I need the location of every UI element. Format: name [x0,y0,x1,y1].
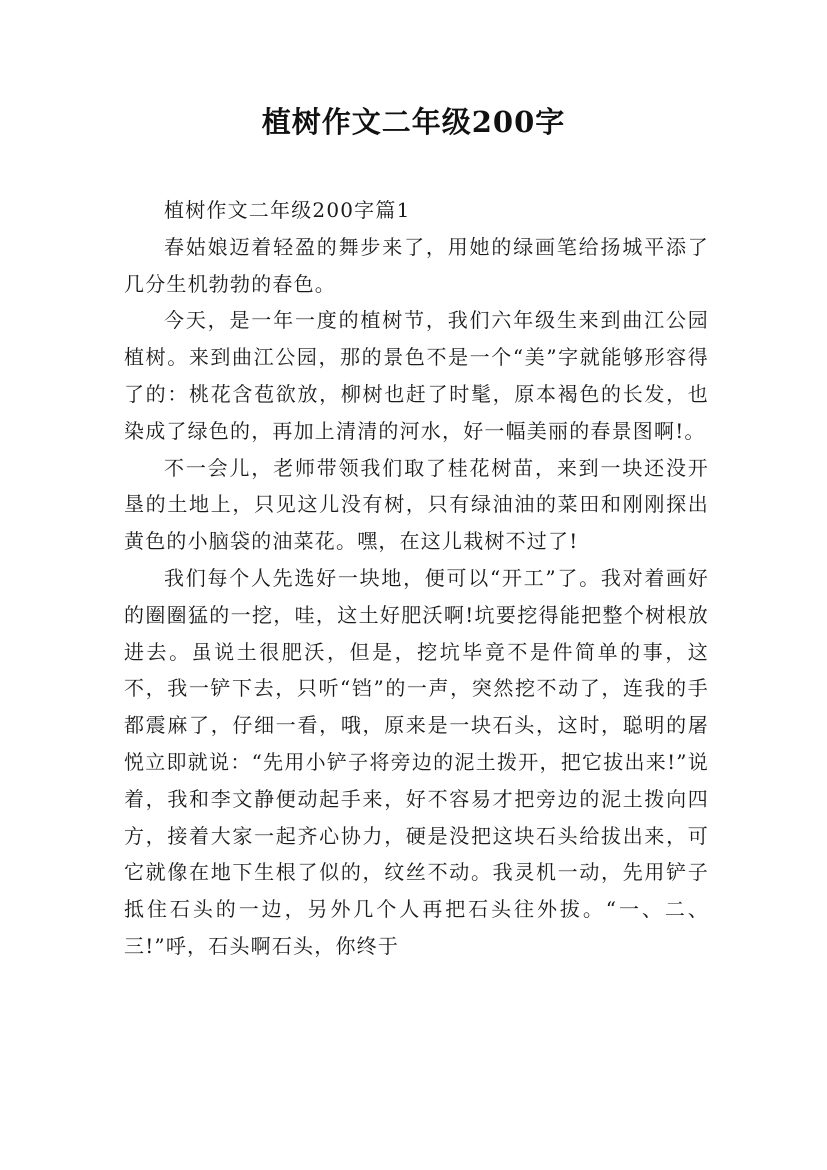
document-body [124,192,709,965]
section-heading: 植树作文二年级200字篇1 [164,198,411,222]
paragraph: 我们每个人先选好一块地，便可以“开工”了。我对着画好的圈圈猛的一挖，哇，这土好肥沃啊!坑要挖得能把整个树根放进去。虽说土很肥沃，但是，挖坑毕竟不是件简单的事，这不，我一铲下去，只听“铛”的一声，突然挖不动了，连我的手都震麻了，仔细一看，哦，原来是一块石头，这时，聪明的屠悦立即就说：“先用小铲子将旁边的泥土拨开，把它拔出来!”说着，我和李文静便动起手来，好不容易才把旁边的泥土拨向四方，接着大家一起齐心协力，硬是没把这块石头给拔出来，可它就像在地下生根了似的，纹丝不动。我灵机一动，先用铲子抵住石头的一边，另外几个人再把石头往外拔。“一、二、三!”呼，石头啊石头，你终于 [124,565,709,958]
paragraph: 不一会儿，老师带领我们取了桂花树苗，来到一块还没开垦的土地上，只见这儿没有树，只有绿油油的菜田和刚刚探出黄色的小脑袋的油菜花。嘿，在这儿栽树不过了! [124,455,709,554]
paragraph: 春姑娘迈着轻盈的舞步来了，用她的绿画笔给扬城平添了几分生机勃勃的春色。 [124,234,709,296]
paragraph: 今天，是一年一度的植树节，我们六年级生来到曲江公园植树。来到曲江公园，那的景色不是一个“美”字就能够形容得了的：桃花含苞欲放，柳树也赶了时髦，原本褐色的长发，也染成了绿色的，再加上清清的河水，好一幅美丽的春景图啊!。 [124,308,709,443]
document-title: 植树作文二年级200字 [261,105,566,139]
